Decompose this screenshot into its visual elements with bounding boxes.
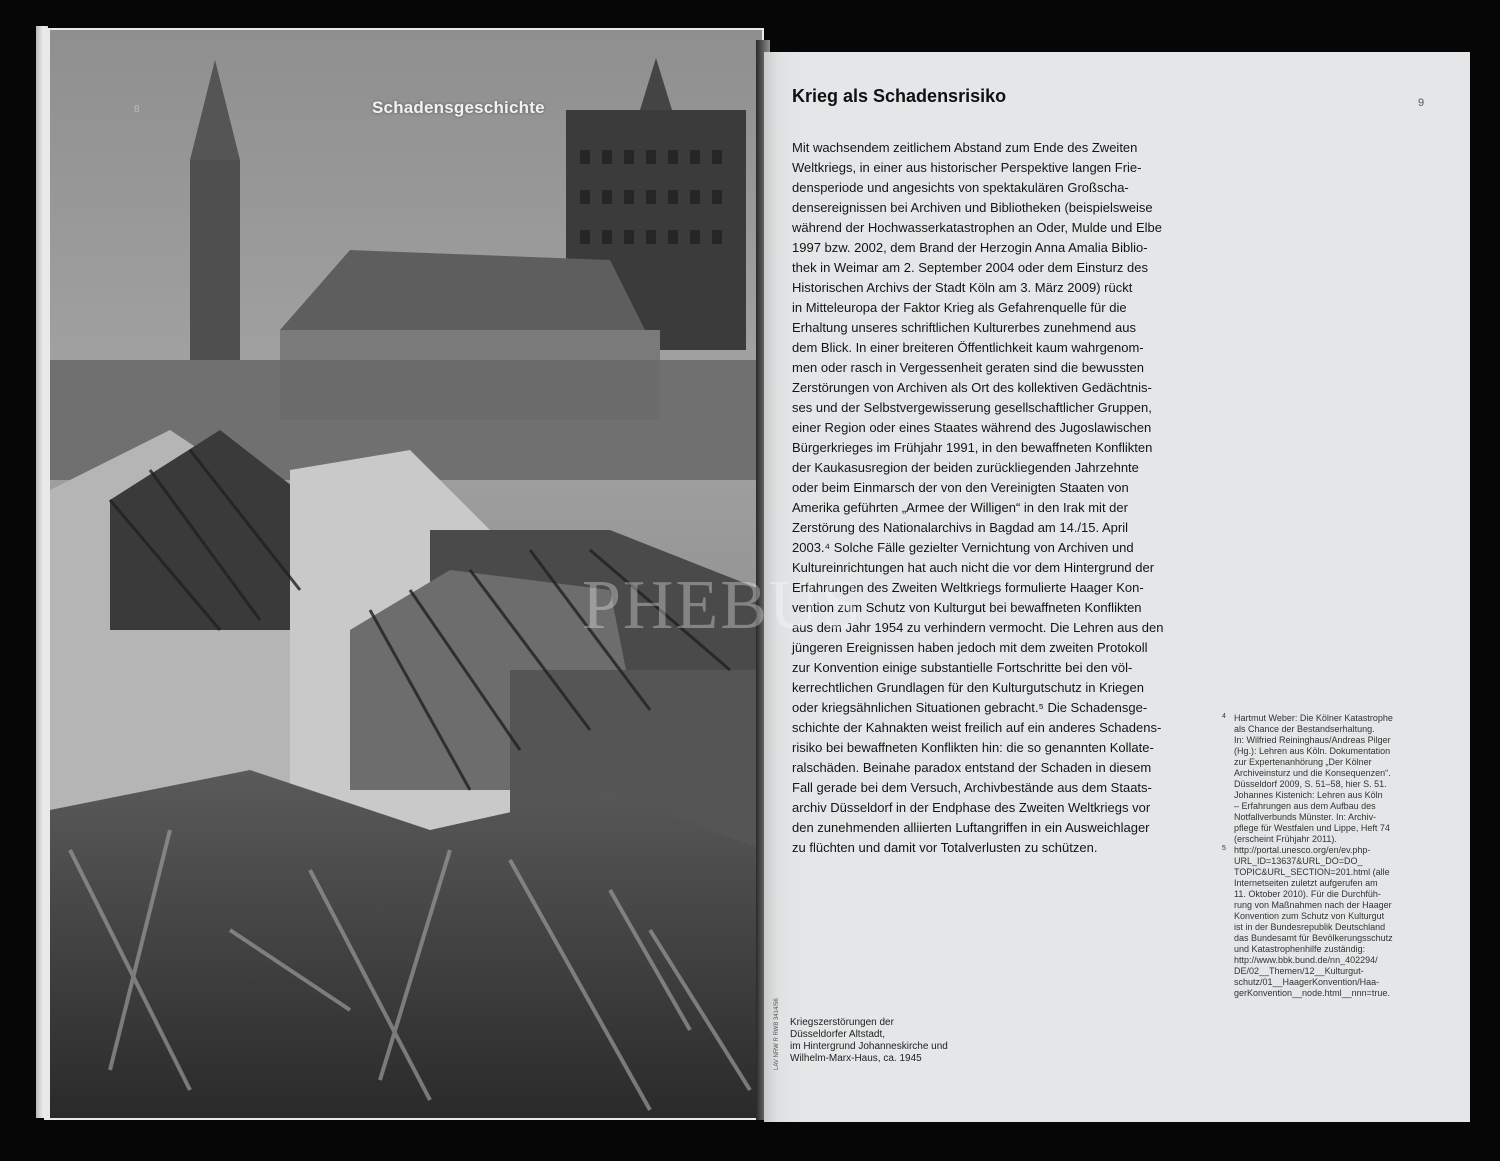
body-line: densereignissen bei Archiven und Bibliotheken (beispielsweise <box>792 200 1153 215</box>
chapter-heading: Krieg als Schadensrisiko <box>792 86 1007 106</box>
footnote-line: pflege für Westfalen und Lippe, Heft 74 <box>1234 823 1390 833</box>
body-line: der Kaukasusregion der beiden zurückliegenden Jahrzehnte <box>792 460 1139 475</box>
body-line: risiko bei bewaffneten Konflikten hin: die so genannten Kollate- <box>792 740 1154 755</box>
body-text <box>792 138 1212 858</box>
body-line: Erhaltung unseres schriftlichen Kulturerbes zunehmend aus <box>792 320 1136 335</box>
footnote-line: und Katastrophenhilfe zuständig: <box>1234 944 1366 954</box>
body-line: schichte der Kahnakten weist freilich auf ein anderes Schadens- <box>792 720 1162 735</box>
footnote-line: das Bundesamt für Bevölkerungsschutz <box>1234 933 1393 943</box>
footnote-line: http://www.bbk.bund.de/nn_402294/ <box>1234 955 1378 965</box>
body-line: oder kriegsähnlichen Situationen gebracht.⁵ Die Schadensge- <box>792 700 1148 715</box>
footnotes <box>1222 713 1444 999</box>
body-line: Zerstörungen von Archiven als Ort des kollektiven Gedächtnis- <box>792 380 1152 395</box>
watermark: PHEBUS <box>582 567 863 644</box>
photo-credit: LAV NRW R RWB 3414/56 <box>774 998 780 1070</box>
body-line: 2003.⁴ Solche Fälle gezielter Vernichtung von Archiven und <box>792 540 1134 555</box>
body-line: ralschäden. Beinahe paradox entstand der Schaden in diesem <box>792 760 1152 775</box>
footnote-line: http://portal.unesco.org/en/ev.php- <box>1234 845 1371 855</box>
section-title: Schadensgeschichte <box>372 98 545 117</box>
body-line: einer Region oder eines Staates während des Jugoslawischen <box>792 420 1152 435</box>
caption-line: Düsseldorfer Altstadt, <box>790 1029 886 1040</box>
body-line: jüngeren Ereignissen haben jedoch mit dem zweiten Protokoll <box>792 640 1148 655</box>
footnote-line: URL_ID=13637&URL_DO=DO_ <box>1234 856 1363 866</box>
footnote-number: 4 <box>1222 713 1226 720</box>
footnote-line: Hartmut Weber: Die Kölner Katastrophe <box>1234 713 1393 723</box>
body-line: Historischen Archivs der Stadt Köln am 3. März 2009) rückt <box>792 280 1133 295</box>
footnote-line: gerKonvention__node.html__nnn=true. <box>1234 988 1390 998</box>
body-line: thek in Weimar am 2. September 2004 oder dem Einsturz des <box>792 260 1148 275</box>
footnote-line: Düsseldorf 2009, S. 51–58, hier S. 51. <box>1234 779 1387 789</box>
body-line: zur Konvention einige substantielle Fortschritte bei den völ- <box>792 660 1133 675</box>
body-line: Weltkriegs, in einer aus historischer Perspektive langen Frie- <box>792 160 1142 175</box>
body-line: men oder rasch in Vergessenheit geraten sind die bewussten <box>792 360 1144 375</box>
footnote-line: als Chance der Bestandserhaltung. <box>1234 724 1375 734</box>
body-line: während der Hochwasserkatastrophen an Oder, Mulde und Elbe <box>792 220 1162 235</box>
body-line: 1997 bzw. 2002, dem Brand der Herzogin Anna Amalia Biblio- <box>792 240 1148 255</box>
body-line: Kultureinrichtungen hat auch nicht die vor dem Hintergrund der <box>792 560 1155 575</box>
caption-line: Wilhelm-Marx-Haus, ca. 1945 <box>790 1053 922 1064</box>
photo-caption <box>790 1017 948 1065</box>
body-line: Amerika geführten „Armee der Willigen“ in den Irak mit der <box>792 500 1128 515</box>
body-line: den zunehmenden alliierten Luftangriffen in ein Ausweichlager <box>792 820 1150 835</box>
body-line: zu flüchten und damit vor Totalverlusten zu schützen. <box>792 840 1098 855</box>
caption-line: im Hintergrund Johanneskirche und <box>790 1041 948 1052</box>
body-line: Mit wachsendem zeitlichem Abstand zum Ende des Zweiten <box>792 140 1138 155</box>
footnote-line: zur Expertenanhörung „Der Kölner <box>1234 757 1372 767</box>
body-line: densperiode und angesichts von spektakulären Großscha- <box>792 180 1129 195</box>
footnote-line: ist in der Bundesrepublik Deutschland <box>1234 922 1386 932</box>
footnote-line: (Hg.): Lehren aus Köln. Dokumentation <box>1234 746 1391 756</box>
footnote-line: Notfallverbunds Münster. In: Archiv- <box>1234 812 1377 822</box>
body-line: Fall gerade bei dem Versuch, Archivbestände aus dem Staats- <box>792 780 1152 795</box>
body-line: in Mitteleuropa der Faktor Krieg als Gefahrenquelle für die <box>792 300 1127 315</box>
body-line: aus dem Jahr 1954 zu verhindern vermocht. Die Lehren aus den <box>792 620 1164 635</box>
left-page-number: 8 <box>134 104 140 115</box>
footnote-line: (erscheint Frühjahr 2011). <box>1234 834 1337 844</box>
footnote-number: 5 <box>1222 845 1226 852</box>
footnote-line: schutz/01__HaagerKonvention/Haa- <box>1234 977 1380 987</box>
body-line: oder beim Einmarsch der von den Vereinigten Staaten von <box>792 480 1129 495</box>
footnote-line: Archiveinsturz und die Konsequenzen“. <box>1234 768 1391 778</box>
footnote-4 <box>1222 713 1444 724</box>
body-line: kerrechtlichen Grundlagen für den Kulturgutschutz in Kriegen <box>792 680 1144 695</box>
caption-line: Kriegszerstörungen der <box>790 1017 894 1028</box>
footnote-line: DE/02__Themen/12__Kulturgut- <box>1234 966 1364 976</box>
footnote-line: Konvention zum Schutz von Kulturgut <box>1234 911 1385 921</box>
footnote-line: Johannes Kistenich: Lehren aus Köln <box>1234 790 1383 800</box>
footnote-line: TOPIC&URL_SECTION=201.html (alle <box>1234 867 1390 877</box>
footnote-line: Internetseiten zuletzt aufgerufen am <box>1234 878 1378 888</box>
body-line: vention zum Schutz von Kulturgut bei bewaffneten Konflikten <box>792 600 1142 615</box>
body-line: archiv Düsseldorf in der Endphase des Zweiten Weltkriegs vor <box>792 800 1151 815</box>
footnote-line: In: Wilfried Reininghaus/Andreas Pilger <box>1234 735 1391 745</box>
body-line: Bürgerkrieges im Frühjahr 1991, in den bewaffneten Konflikten <box>792 440 1153 455</box>
right-page-number: 9 <box>1418 97 1425 109</box>
footnote-5 <box>1222 845 1444 856</box>
footnote-line: 11. Oktober 2010). Für die Durchfüh- <box>1234 889 1381 899</box>
body-line: dem Blick. In einer breiteren Öffentlichkeit kaum wahrgenom- <box>792 340 1144 355</box>
body-line: ses und der Selbstvergewisserung gesellschaftlicher Gruppen, <box>792 400 1152 415</box>
body-line: Erfahrungen des Zweiten Weltkriegs formulierte Haager Kon- <box>792 580 1144 595</box>
footnote-line: rung von Maßnahmen nach der Haager <box>1234 900 1392 910</box>
footnote-line: – Erfahrungen aus dem Aufbau des <box>1234 801 1376 811</box>
body-line: Zerstörung des Nationalarchivs in Bagdad am 14./15. April <box>792 520 1129 535</box>
